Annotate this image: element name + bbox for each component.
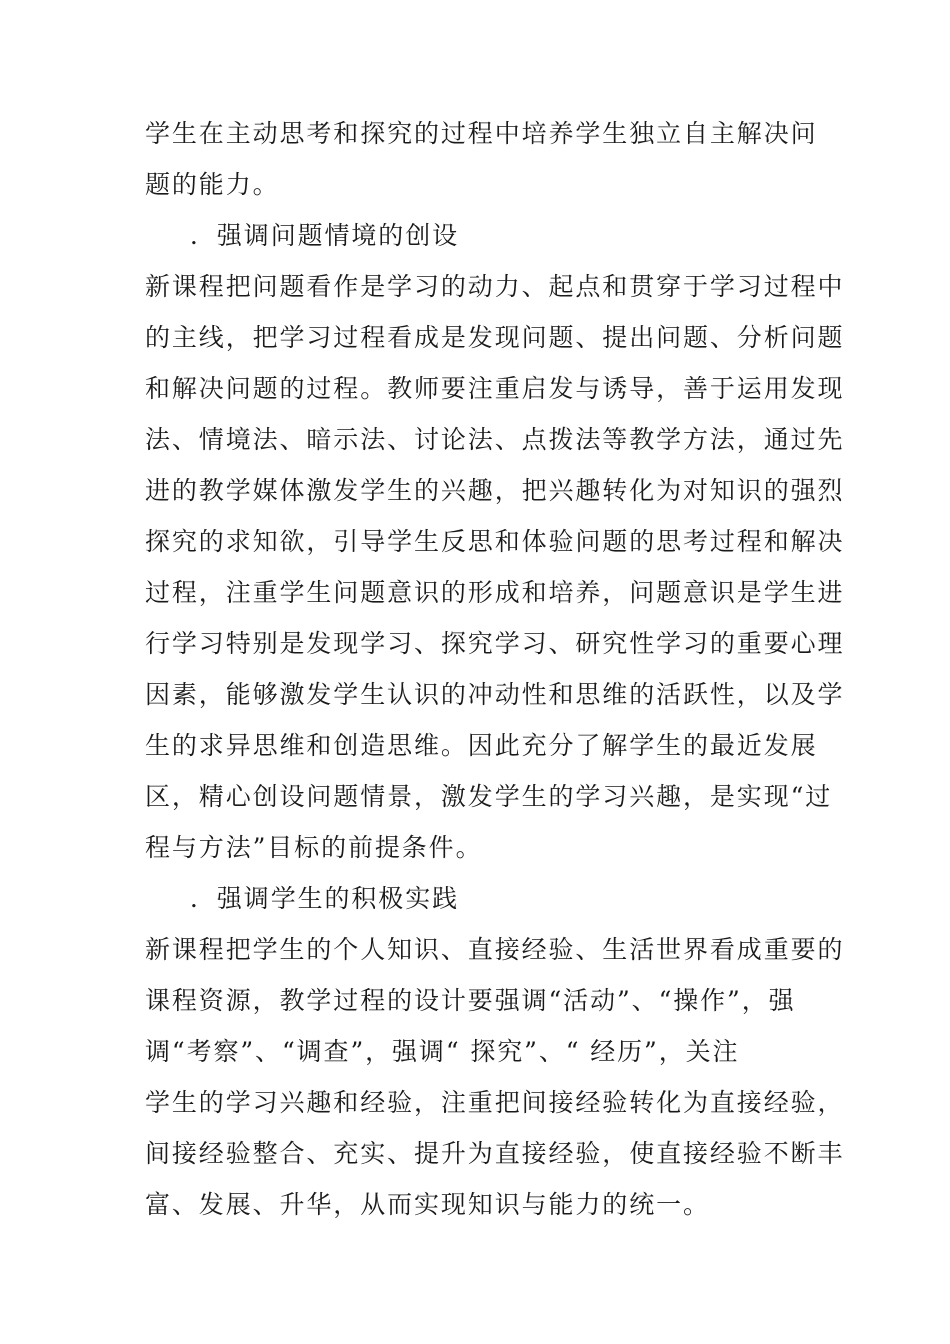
section-heading: ．强调学生的积极实践 xyxy=(190,884,460,913)
text-line: 和解决问题的过程。教师要注重启发与诱导，善于运用发现 xyxy=(145,374,845,403)
text-line: 法、情境法、暗示法、讨论法、点拨法等教学方法，通过先 xyxy=(145,425,845,454)
text-line: 进的教学媒体激发学生的兴趣，把兴趣转化为对知识的强烈 xyxy=(145,476,845,505)
text-line: 区，精心创设问题情景，激发学生的学习兴趣，是实现“过 xyxy=(145,782,833,811)
section-heading: ．强调问题情境的创设 xyxy=(190,221,460,250)
text-line: 的主线，把学习过程看成是发现问题、提出问题、分析问题 xyxy=(145,323,845,352)
text-line: 学生在主动思考和探究的过程中培养学生独立自主解决问 xyxy=(145,119,818,148)
body-text xyxy=(145,108,845,1230)
text-line: 行学习特别是发现学习、探究学习、研究性学习的重要心理 xyxy=(145,629,845,658)
text-line: 程与方法”目标的前提条件。 xyxy=(145,833,483,862)
text-line: 间接经验整合、充实、提升为直接经验，使直接经验不断丰 xyxy=(145,1139,845,1168)
text-line: 题的能力。 xyxy=(145,170,280,199)
text-line: 探究的求知欲，引导学生反思和体验问题的思考过程和解决 xyxy=(145,527,845,556)
text-line: 因素，能够激发学生认识的冲动性和思维的活跃性，以及学 xyxy=(145,680,845,709)
text-line: 过程，注重学生问题意识的形成和培养，问题意识是学生进 xyxy=(145,578,845,607)
text-line: 富、发展、升华，从而实现知识与能力的统一。 xyxy=(145,1190,710,1219)
text-line: 新课程把问题看作是学习的动力、起点和贯穿于学习过程中 xyxy=(145,272,845,301)
text-line: 课程资源，教学过程的设计要强调“活动”、“操作”，强 xyxy=(145,986,796,1015)
text-line: 新课程把学生的个人知识、直接经验、生活世界看成重要的 xyxy=(145,935,845,964)
text-line: 调“考察”、“调查”，强调“ 探究”、“ 经历”，关注 xyxy=(145,1037,740,1066)
text-line: 学生的学习兴趣和经验，注重把间接经验转化为直接经验， xyxy=(145,1088,845,1117)
text-line: 生的求异思维和创造思维。因此充分了解学生的最近发展 xyxy=(145,731,818,760)
